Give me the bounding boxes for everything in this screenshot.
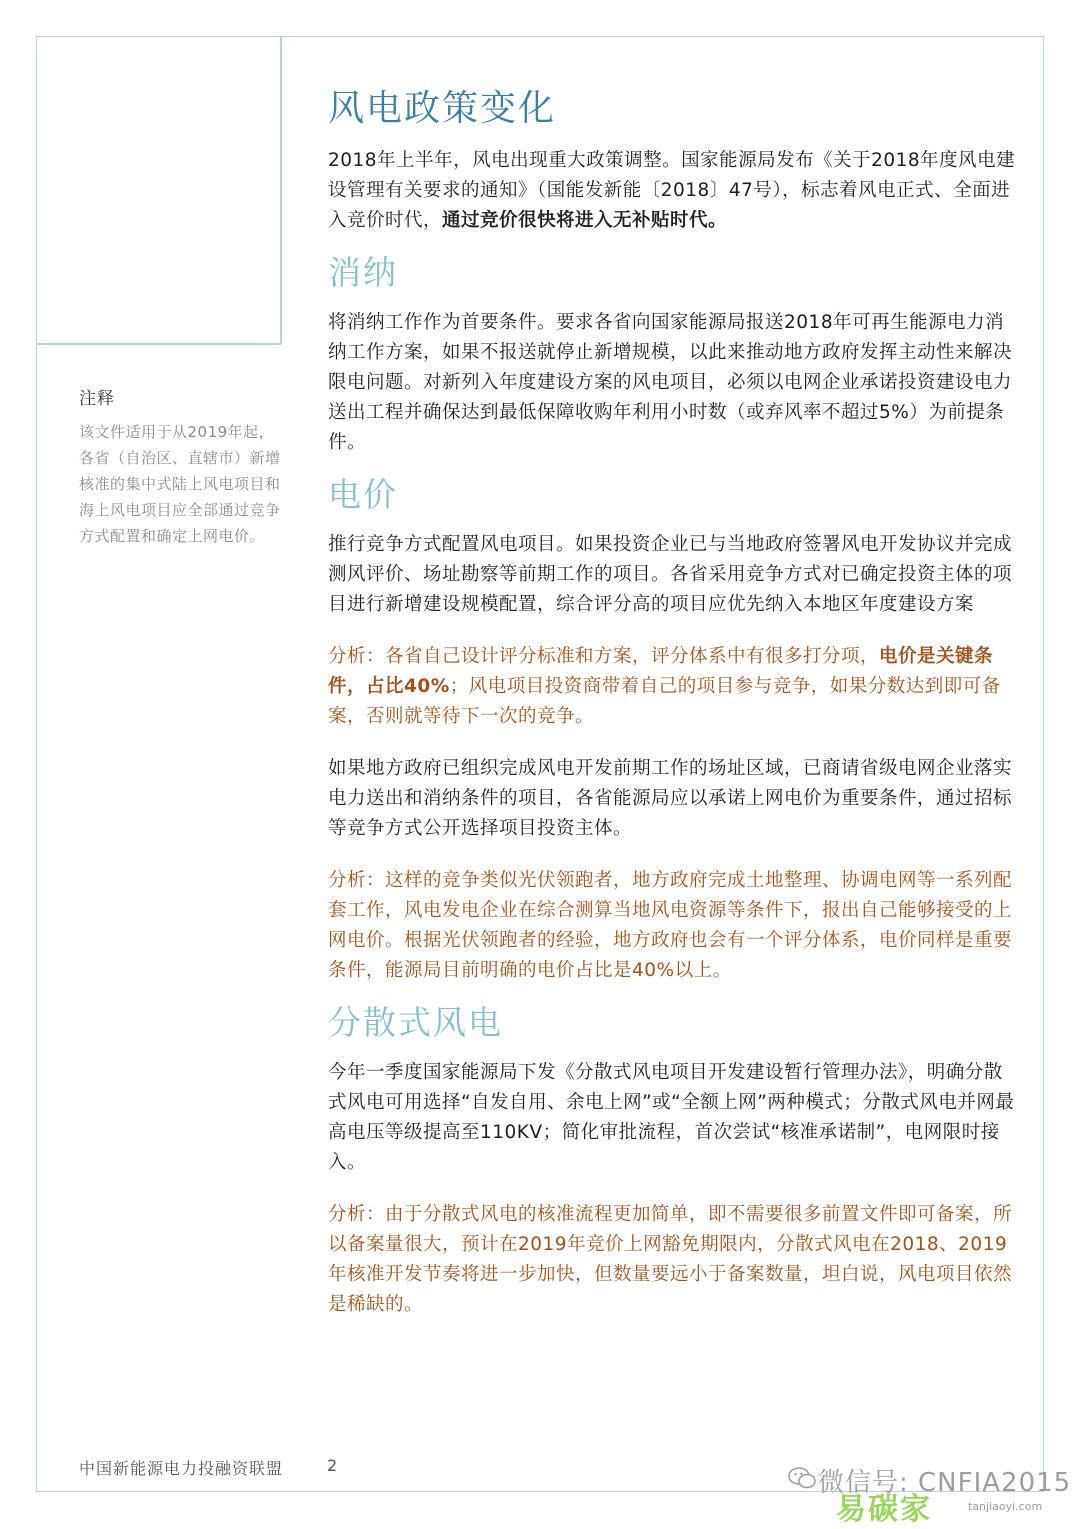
section-heading-consumption: 消纳: [328, 253, 398, 292]
frame-divider-horizontal: [36, 343, 281, 345]
page-title: 风电政策变化: [328, 88, 557, 129]
price-paragraph-2: 如果地方政府已组织完成风电开发前期工作的场址区域，已商请省级电网企业落实电力送出和消纳条件的项目，各省能源局应以承诺上网电价为重要条件，通过招标等竞争方式公开选择项目投资主体。: [328, 758, 1013, 839]
note-body: 该文件适用于从2019年起，各省（自治区、直辖市）新增核准的集中式陆上风电项目和海上风电项目应全部通过竞争方式配置和确定上网电价。: [79, 423, 281, 545]
analysis-1-bold: 电价是关键条件，占比40%: [328, 646, 994, 697]
main-content: [328, 86, 1018, 1320]
price-analysis-2: 分析：这样的竞争类似光伏领跑者，地方政府完成土地整理、协调电网等一系列配套工作，风电发电企业在综合测算当地风电资源等条件下，报出自己能够接受的上网电价。根据光伏领跑者的经验，地方政府也会有一个评分体系，电价同样是重要条件，能源局目前明确的电价占比是40%以上。: [328, 870, 1013, 981]
intro-paragraph: [328, 146, 1018, 236]
analysis-1-post: ；风电项目投资商带着自己的项目参与竞争，如果分数达到即可备案，否则就等待下一次的竞争。: [328, 676, 1001, 727]
section-heading-distributed: 分散式风电: [328, 1003, 503, 1042]
note-title: 注释: [79, 389, 115, 409]
frame-divider-vertical: [280, 36, 282, 344]
wechat-id: 微信号: CNFIA2015: [818, 1468, 1072, 1498]
watermark-logo: 易碳家: [836, 1492, 932, 1527]
price-paragraph-1: 推行竞争方式配置风电项目。如果投资企业已与当地政府签署风电开发协议并完成测风评价、场址勘察等前期工作的项目。各省采用竞争方式对已确定投资主体的项目进行新增建设规模配置，综合评分高的项目应优先纳入本地区年度建设方案: [328, 534, 1013, 615]
page-number: 2: [327, 1456, 338, 1475]
wechat-icon: [788, 1466, 816, 1490]
consumption-paragraph: 将消纳工作作为首要条件。要求各省向国家能源局报送2018年可再生能源电力消纳工作方案，如果不报送就停止新增规模，以此来推动地方政府发挥主动性来解决限电问题。对新列入年度建设方案的风电项目，必须以电网企业承诺投资建设电力送出工程并确保达到最低保障收购年利用小时数（或弃风率不超过5%）为前提条件。: [328, 312, 1013, 453]
distributed-analysis: 分析：由于分散式风电的核准流程更加简单，即不需要很多前置文件即可备案，所以备案量很大，预计在2019年竞价上网豁免期限内，分散式风电在2018、2019年核准开发节奏将进一步加快，但数量要远小于备案数量，坦白说，风电项目依然是稀缺的。: [328, 1204, 1013, 1315]
distributed-paragraph: 今年一季度国家能源局下发《分散式风电项目开发建设暂行管理办法》，明确分散式风电可用选择“自发自用、余电上网”或“全额上网”两种模式；分散式风电并网最高电压等级提高至110KV；简化审批流程，首次尝试“核准承诺制”，电网限时接入。: [328, 1062, 1015, 1173]
watermark-url: tanjiaoyi.com: [968, 1500, 1043, 1513]
price-analysis-1: [328, 642, 1018, 732]
sidebar-note: [79, 384, 284, 549]
intro-bold: 通过竞价很快将进入无补贴时代。: [442, 210, 728, 231]
watermark: [788, 1460, 1072, 1527]
analysis-1-pre: 分析：各省自己设计评分标准和方案，评分体系中有很多打分项，: [328, 646, 880, 667]
footer-org: 中国新能源电力投融资联盟: [79, 1459, 284, 1478]
section-heading-price: 电价: [328, 475, 398, 514]
intro-text: 2018年上半年，风电出现重大政策调整。国家能源局发布《关于2018年度风电建设管理有关要求的通知》（国能发新能〔2018〕47号），标志着风电正式、全面进入竞价时代，: [328, 150, 1016, 231]
